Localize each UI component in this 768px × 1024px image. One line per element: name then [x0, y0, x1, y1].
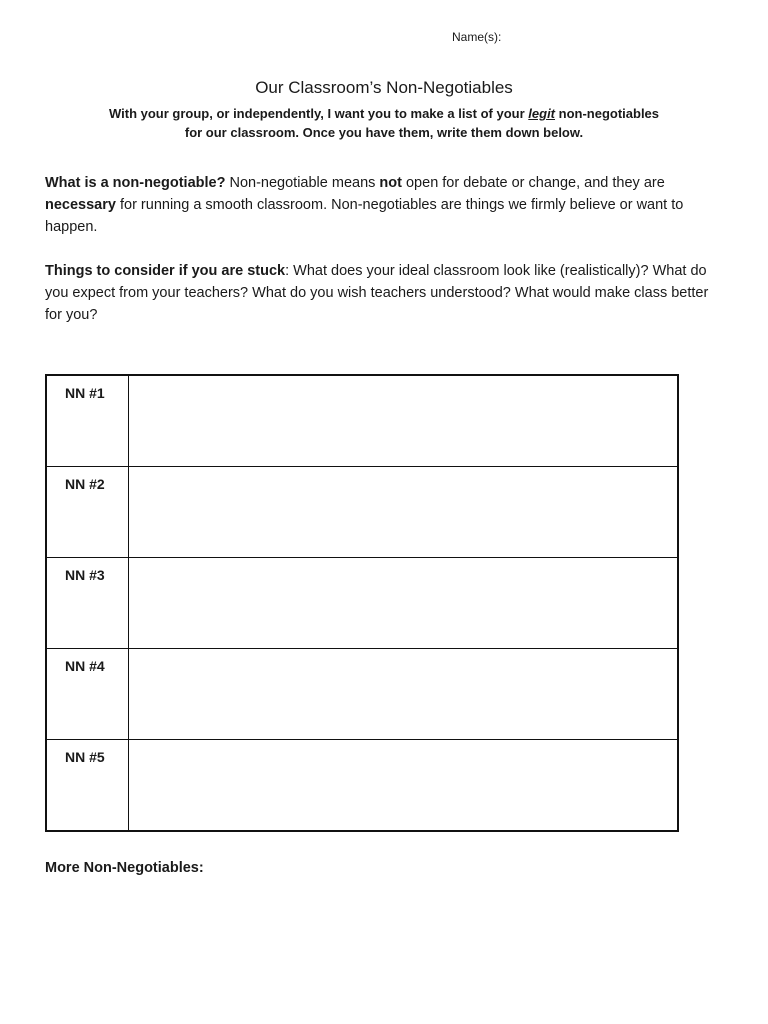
definition-text-3: for running a smooth classroom. Non-negotiables are things we firmly believe or want to happen. — [45, 197, 684, 235]
definition-text-1: Non-negotiable means — [225, 175, 380, 191]
definition-necessary: necessary — [45, 197, 116, 213]
instructions-line1-end: non-negotiables — [555, 106, 660, 121]
non-negotiables-table — [45, 374, 679, 832]
nn-answer-cell[interactable] — [128, 649, 678, 740]
instructions-line1-start: With your group, or independently, I want you to make a list of your — [108, 106, 529, 121]
definition-not: not — [379, 175, 402, 191]
nn-label: NN #3 — [46, 558, 128, 649]
nn-label: NN #1 — [46, 375, 128, 467]
nn-answer-cell[interactable] — [128, 467, 678, 558]
nn-label: NN #2 — [46, 467, 128, 558]
definition-heading: What is a non-negotiable? — [45, 175, 226, 191]
nn-label: NN #5 — [46, 740, 128, 832]
nn-label: NN #4 — [46, 649, 128, 740]
consider-text: : What does your ideal classroom look like (realistically)? What do you expect from your teachers? What do you wish teachers understood? What would make class better for you? — [45, 263, 709, 323]
definition-text-2: open for debate or change, and they are — [401, 175, 665, 191]
nn-answer-cell[interactable] — [128, 740, 678, 832]
names-label: Name(s): — [452, 30, 502, 44]
table-row — [46, 649, 678, 740]
table-row — [46, 740, 678, 832]
nn-answer-cell[interactable] — [128, 558, 678, 649]
instructions — [60, 104, 708, 142]
consider-paragraph — [45, 260, 725, 326]
definition-paragraph — [45, 172, 725, 238]
table-row — [46, 558, 678, 649]
table-row — [46, 467, 678, 558]
page-title: Our Classroom’s Non-Negotiables — [255, 78, 513, 97]
legit-emphasis: legit — [528, 106, 556, 121]
consider-heading: Things to consider if you are stuck — [45, 263, 286, 279]
nn-answer-cell[interactable] — [128, 375, 678, 467]
more-non-negotiables-label: More Non-Negotiables: — [45, 860, 204, 876]
table-row — [46, 375, 678, 467]
instructions-line2: for our classroom. Once you have them, write them down below. — [184, 125, 584, 140]
